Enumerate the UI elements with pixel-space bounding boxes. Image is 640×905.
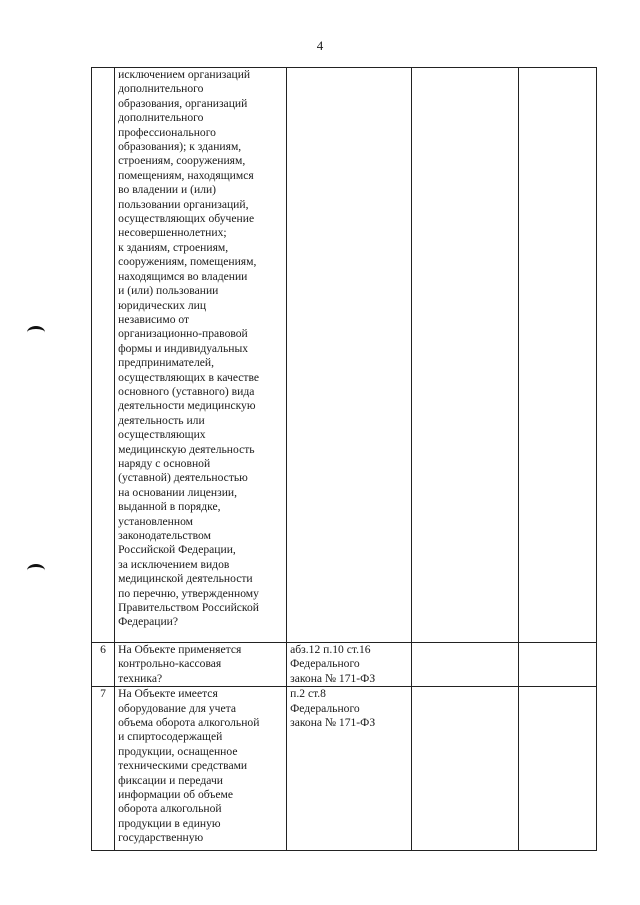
note-cell <box>518 643 597 687</box>
answer-cell <box>411 68 518 643</box>
table-row <box>92 687 597 851</box>
question-cell <box>115 68 287 643</box>
table-row <box>92 68 597 643</box>
page-number: 4 <box>316 38 324 53</box>
row-number: 6 <box>100 643 106 656</box>
question-text: исключением организаций дополнительного образования, организаций дополнительного профессионального образования); к зданиям, строениям, сооружениям, помещениям, находящимся во владении и (или) пользовании организаций, осуществляющих обучение несовершеннолетних; к зданиям, строениям, сооружениям, помещениям, находящимся во владении и (или) пользовании юридических лиц независимо от организационно-правовой формы и индивидуальных предпринимателей, осуществляющих в качестве основного (уставного) вида деятельности медицинскую деятельность или осуществляющих медицинскую деятельность наряду с основной (уставной) деятельностью на основании лицензии, выданной в порядке, установленном законодательством Российской Федерации, за исключением видов медицинской деятельности по перечню, утвержденному Правительством Российской Федерации? <box>118 68 260 629</box>
answer-cell <box>411 687 518 851</box>
punch-hole-mark <box>27 564 45 577</box>
checklist-table <box>91 67 597 851</box>
table-row <box>92 643 597 687</box>
reference-cell <box>287 643 412 687</box>
note-cell <box>518 687 597 851</box>
row-number: 7 <box>100 687 106 701</box>
row-number-cell <box>92 643 115 687</box>
note-cell <box>518 68 597 643</box>
reference-text: п.2 ст.8 Федерального закона № 171-ФЗ <box>290 687 376 730</box>
question-cell <box>115 643 287 687</box>
reference-text: абз.12 п.10 ст.16 Федерального закона № 171-ФЗ <box>290 643 376 685</box>
reference-cell <box>287 68 412 643</box>
reference-cell <box>287 687 412 851</box>
question-cell <box>115 687 287 851</box>
question-text: На Объекте применяется контрольно-кассовая техника? <box>118 643 242 685</box>
row-number-cell <box>92 687 115 851</box>
answer-cell <box>411 643 518 687</box>
punch-hole-mark <box>27 326 45 339</box>
question-text: На Объекте имеется оборудование для учета объема оборота алкогольной и спиртосодержащей продукции, оснащенное техническими средствами фиксации и передачи информации об объеме оборота алкогольной продукции в единую государственную <box>118 687 260 845</box>
row-number-cell <box>92 68 115 643</box>
